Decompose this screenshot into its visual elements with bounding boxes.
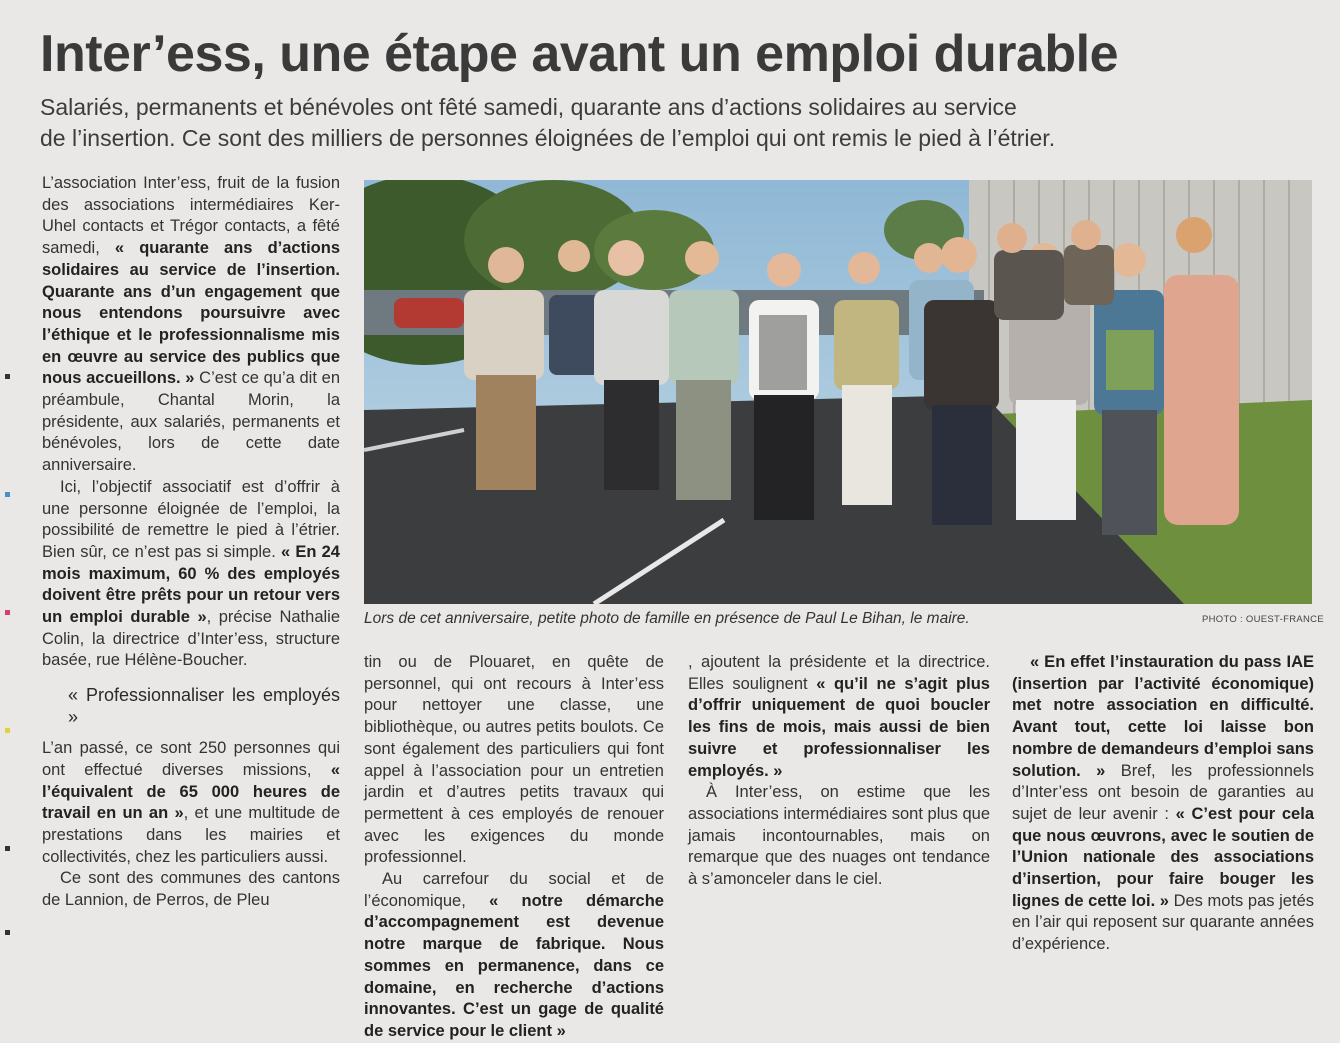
paragraph-2: Ici, l’objectif associatif est d’offrir à une personne éloignée de l’emploi, la possibilité de remettre le pied à l’étrier. Bien sûr, ce n’est pas si simple. « En 24 mois maximum, 60 % des employés doivent être prêts pour un retour vers un emploi durable », précise Nathalie Colin, la directrice d’Inter’ess, structure basée, rue Hélène-Boucher. bbox=[42, 477, 340, 670]
print-mark bbox=[5, 492, 10, 497]
article-column-2 bbox=[364, 652, 664, 1043]
article-column-4 bbox=[1012, 652, 1314, 956]
paragraph-4-cont: tin ou de Plouaret, en quête de personnel, qui ont recours à Inter’ess pour nettoyer une classe, une bibliothèque, ou autres petits boulots. Ce sont également des particuliers qui font appel à l’association pour un entretien jardin et d’autres petits travaux qui permettent à ces employés de renouer avec les exigences du monde professionnel. bbox=[364, 653, 664, 867]
article-column-1 bbox=[42, 173, 340, 912]
paragraph-4-start: Ce sont des communes des cantons de Lannion, de Perros, de Pleu bbox=[42, 869, 340, 910]
paragraph-6: À Inter’ess, on estime que les associations intermédiaires sont plus que jamais incontournables, mais on remarque que des nuages ont tendance à s’amonceler dans le ciel. bbox=[688, 783, 990, 889]
print-mark bbox=[5, 930, 10, 935]
paragraph-3: L’an passé, ce sont 250 personnes qui ont effectué diverses missions, « l’équivalent de 65 000 heures de travail en un an », et une multitude de prestations dans les mairies et collectivités, chez les particuliers aussi. bbox=[42, 739, 340, 866]
standfirst bbox=[40, 92, 1330, 154]
paragraph-5-start: Au carrefour du social et de l’économique, « notre démarche d’accompagnement est devenue notre marque de fabrique. Nous sommes en permanence, dans ce domaine, en recherche d’actions innovantes. C’est un gage de qualité de service pour le client » bbox=[364, 870, 664, 1040]
headline: Inter’ess, une étape avant un emploi durable bbox=[40, 25, 1118, 83]
paragraph-5-cont: , ajoutent la présidente et la directrice. Elles soulignent « qu’il ne s’agit plus d’offrir uniquement de quoi boucler les fins de mois, mais aussi de bien suivre et professionnaliser les employés. » bbox=[688, 653, 990, 780]
group-photo-illustration bbox=[364, 180, 1312, 604]
print-mark bbox=[5, 610, 10, 615]
photo-caption: Lors de cet anniversaire, petite photo de famille en présence de Paul Le Bihan, le maire. bbox=[364, 610, 970, 627]
group-photo bbox=[364, 180, 1312, 604]
print-mark bbox=[5, 728, 10, 733]
article-column-3 bbox=[688, 652, 990, 891]
paragraph-7: « En effet l’instauration du pass IAE (insertion par l’activité économique) met notre association en difficulté. Avant tout, cette loi laisse bon nombre de demandeurs d’emploi sans solution. » Bref, les professionnels d’Inter’ess ont besoin de garanties au sujet de leur avenir : « C’est pour cela que nous œuvrons, avec le soutien de l’Union nationale des associations d’insertion, pour faire bouger les lignes de cette loi. » Des mots pas jetés en l’air qui reposent sur quarante années d’expérience. bbox=[1012, 653, 1314, 954]
subheading: « Professionnaliser les employés » bbox=[68, 685, 340, 728]
paragraph-1: L’association Inter’ess, fruit de la fusion des associations intermédiaires Ker-Uhel contacts et Trégor contacts, a fêté samedi, « quarante ans d’actions solidaires au service de l’insertion. Quarante ans d’un engagement que nous entendons poursuivre avec l’éthique et le professionnalisme mis en œuvre au service des publics que nous accueillons. » C’est ce qu’a dit en préambule, Chantal Morin, la présidente, aux salariés, permanents et bénévoles, lors de cette date anniversaire. bbox=[42, 174, 340, 475]
print-mark bbox=[5, 374, 10, 379]
photo-credit: PHOTO : OUEST-FRANCE bbox=[1202, 614, 1324, 625]
standfirst-line-1: Salariés, permanents et bénévoles ont fêté samedi, quarante ans d’actions solidaires au service bbox=[40, 94, 1017, 120]
standfirst-line-2: de l’insertion. Ce sont des milliers de personnes éloignées de l’emploi qui ont remis le pied à l’étrier. bbox=[40, 125, 1056, 151]
print-mark bbox=[5, 846, 10, 851]
